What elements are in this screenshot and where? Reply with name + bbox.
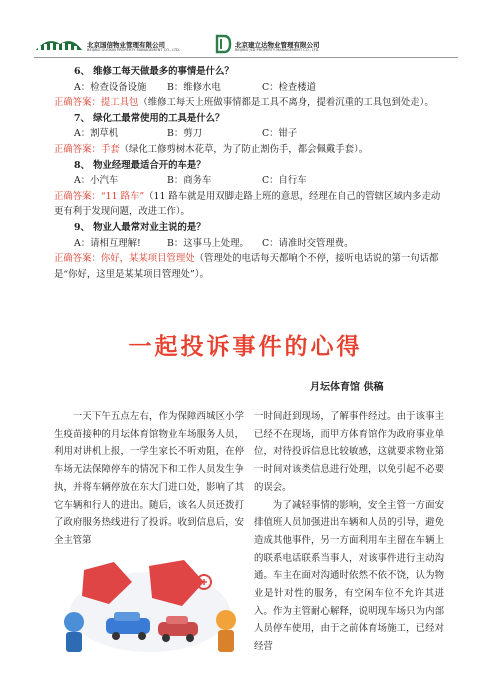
option-b: B：商务车: [167, 175, 212, 187]
question: 7、 绿化工最常使用的工具是什么？: [74, 112, 225, 124]
paragraph: 一天下午五点左右，作为保障西城区小学生疫苗接种的月坛体育馆物业车场服务人员，利用对讲机上报，一学生家长不听劝阻，在停车场无法保障停车的情况下和工作人员发生争执，并将车辆停放在东大门进口处，影响了其它车辆和行人的进出。随后，该名人员还拨打了政府服务热线进行了投诉。收到信息后，安全主管第: [54, 411, 244, 546]
quiz-item: [54, 111, 442, 158]
article-title: 一起投诉事件的心得: [128, 334, 363, 360]
answer: [54, 95, 442, 111]
article-right-column: [254, 408, 444, 656]
answer-label: 正确答案：你好，某某项目管理处: [54, 253, 195, 265]
answer: [54, 251, 442, 282]
header-divider: [34, 57, 458, 58]
paragraph: 一时间赶到现场，了解事件经过。由于该事主已经不在现场，而甲方体育馆作为政府事业单位，对待投诉信息比较敏感，这就要求物业第一时间对该类信息进行处理，以免引起不必要的误会。: [254, 411, 444, 493]
options: [54, 173, 442, 189]
quiz-item: [54, 64, 442, 111]
quiz-item: [54, 220, 442, 282]
option-c: C：自行车: [262, 175, 307, 187]
guoxin-logo-icon: [34, 36, 84, 52]
answer-text: （11 路车就是用双脚走路上班的意思，经理在自己的管辖区域内多走动更有利于发现问题，改进工作）。: [54, 190, 441, 218]
answer-label: 正确答案：手套: [54, 143, 120, 155]
answer-text: （维修工每天上班做事情都是工具不离身，提着沉重的工具包到处走）。: [138, 97, 434, 109]
answer: [54, 142, 442, 158]
option-b: B：剪刀: [167, 128, 203, 140]
option-a: A：请相互理解!: [74, 237, 141, 249]
options: [54, 80, 442, 96]
option-c: C：请准时交管理费。: [262, 237, 354, 249]
quiz-section: [54, 64, 442, 282]
company1-name-en: BEIJING GUOXIN PROPERTY MANAGEMENT CO., LTD.: [87, 48, 180, 52]
question: 9、 物业人最常对业主说的是？: [74, 221, 206, 233]
answer-label: 正确答案：“11 路车”: [54, 190, 145, 202]
company1-name: 北京国信物业管理有限公司: [87, 41, 165, 49]
option-b: B：维修水电: [167, 81, 221, 93]
company2-name-en: BEIJING JLD PROPERTY MANAGEMENT CO., LTD.: [235, 48, 320, 52]
answer-text: （管理处的电话每天都响个不停，接听电话说的第一句话都是“你好，这里是某某项目管理处”）。: [54, 253, 439, 280]
article-byline: 月坛体育馆 供稿: [310, 382, 384, 393]
quiz-item: [54, 158, 442, 220]
question: 8、 物业经理最适合开的车是？: [74, 159, 206, 171]
option-c: C：检查楼道: [262, 81, 317, 93]
options: [54, 126, 442, 142]
option-c: C：钳子: [262, 128, 298, 140]
jld-logo-icon: [214, 34, 232, 54]
answer: [54, 189, 442, 220]
option-b: B：这事马上处理。: [167, 237, 249, 249]
question: 6、 维修工每天做最多的事情是什么？: [74, 66, 234, 77]
option-a: A：割草机: [74, 128, 119, 140]
option-a: A：小汽车: [74, 175, 119, 187]
answer-text: （绿化工修剪树木花草，为了防止割伤手，都会佩戴手套）。: [119, 143, 369, 155]
page-header: [34, 34, 458, 56]
answer-label: 正确答案：提工具包: [54, 97, 139, 109]
complaint-illustration-icon: [54, 552, 246, 657]
company2-name: 北京建立达物业管理有限公司: [235, 41, 320, 49]
article-left-column: [54, 408, 244, 550]
option-a: A：检查设备设施: [74, 81, 147, 93]
options: [54, 236, 442, 252]
paragraph: 为了减轻事情的影响，安全主管一方面安排值班人员加强进出车辆和人员的引导，避免造成其他事件，另一方面利用车主留在车辆上的联系电话联系当事人，对该事件进行主动沟通。车主在面对沟通时依然不依不饶，认为物业是针对性的服务，有空闲车位不允许其进入。作为主管耐心解释，说明现车场只为内部人员停车使用，由于之前体育场施工，已经对经营: [254, 499, 444, 653]
